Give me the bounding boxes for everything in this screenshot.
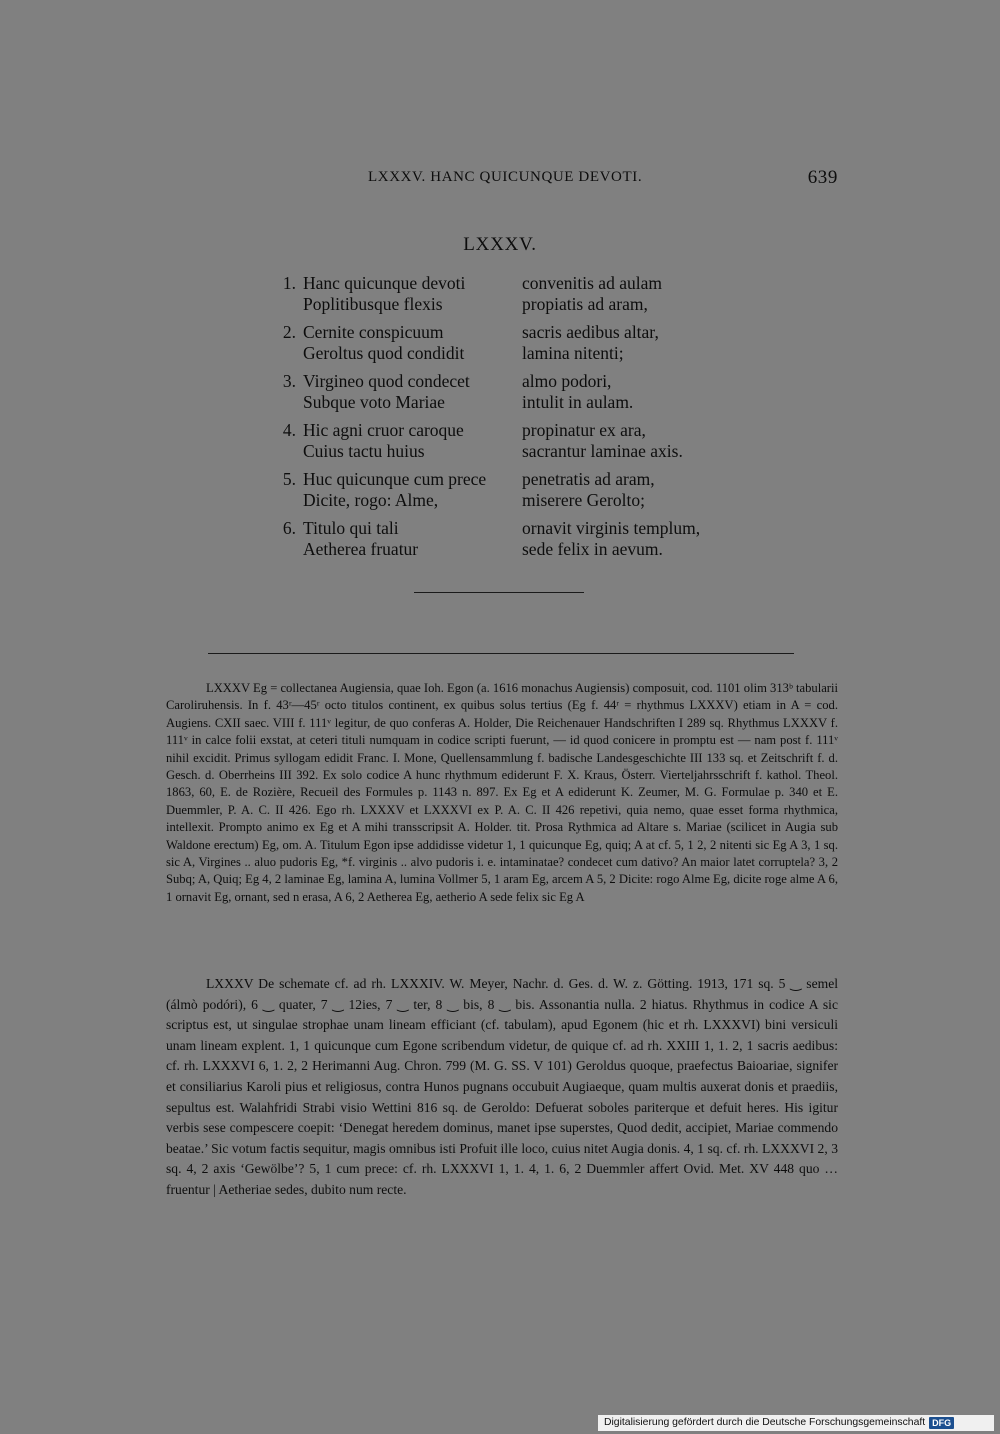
stanza [276, 371, 746, 420]
verse-line: penetratis ad aram, [522, 469, 655, 489]
poem [276, 273, 746, 567]
stanza [276, 273, 746, 322]
notes-divider [208, 653, 794, 654]
stanza [276, 518, 746, 567]
stanza-number: 5. [282, 469, 296, 489]
stanza-number: 4. [282, 420, 296, 440]
verse-line: Virgineo quod condecet [303, 371, 470, 391]
verse-line: almo podori, [522, 371, 612, 391]
verse-line: Hic agni cruor caroque [303, 420, 464, 440]
verse-line: Hanc quicunque devoti [303, 273, 466, 293]
stanza [276, 322, 746, 371]
verse-line: miserere Gerolto; [522, 490, 645, 510]
digitization-footer [598, 1415, 994, 1431]
commentary-notes: LXXXV De schemate cf. ad rh. LXXXIV. W. Meyer, Nachr. d. Ges. d. W. z. Götting. 1913, 171 sq. 5 ‿ semel (álmò podóri), 6 ‿ quater, 7 ‿ 12ies, 7 ‿ ter, 8 ‿ bis, 8 ‿ bis. Assonantia nulla. 2 hiatus. Rhythmus in codice A sic scriptus est, ut singulae strophae unam lineam efficiant (cf. tabulam), apud Egonem (hic et rh. LXXXVI) bini versiculi unam lineam explent. 1, 1 quicunque cum Egone scribendum videtur, de quique cf. ad rh. XXIII 1, 1. 2, 1 sacris aedibus: cf. rh. LXXXVI 6, 1. 2, 2 Herimanni Aug. Chron. 799 (M. G. SS. V 101) Geroldus quoque, praefectus Baioariae, signifer et consiliarius Karoli pius et religiosus, contra Hunos pugnans occubuit Augiaeque, quam multis auxerat donis et praediis, sepultus est. Walahfridi Strabi visio Wettini 816 sq. de Geroldo: Defuerat soboles pariterque et defuit heres. His igitur verbis sese compescere coepit: ‘Denegat heredem dominus, manet ipse superstes, Quod dedit, accipiet, Mariae commendo beatae.’ Sic votum factis sequitur, magis omnibus isti Profuit ille loco, cuius nitet Augia donis. 4, 1 sq. cf. rh. LXXXVI 2, 3 sq. 4, 2 axis ‘Gewölbe’? 5, 1 cum prece: cf. rh. LXXXVI 1, 1. 4, 1. 6, 2 Duemmler affert Ovid. Met. XV 448 quo … fruentur | Aetheriae sedes, dubito num recte. [166, 976, 838, 1197]
section-divider [414, 592, 584, 593]
verse-line: propiatis ad aram, [522, 294, 648, 314]
verse-line: sacris aedibus altar, [522, 322, 659, 342]
dfg-logo-icon: DFG [929, 1417, 954, 1429]
verse-line: lamina nitenti; [522, 343, 624, 363]
stanza-number: 3. [282, 371, 296, 391]
verse-line: Aetherea fruatur [303, 539, 419, 559]
verse-line: Poplitibusque flexis [303, 294, 443, 314]
page-number: 639 [807, 167, 838, 188]
verse-line: convenitis ad aulam [522, 273, 662, 293]
footer-text: Digitalisierung gefördert durch die Deutsche Forschungsgemeinschaft [604, 1417, 926, 1428]
verse-line: ornavit virginis templum, [522, 518, 701, 538]
verse-line: sede felix in aevum. [522, 539, 663, 559]
running-title: LXXXV. HANC QUICUNQUE DEVOTI. [368, 169, 643, 185]
critical-apparatus: LXXXV Eg = collectanea Augiensia, quae Ioh. Egon (a. 1616 monachus Augiensis) composuit, cod. 1101 olim 313ᵇ tabularii Caroliruhensis. In f. 43ʳ—45ʳ octo titulos continent, ex quibus solus tertius (Eg f. 44ʳ = rhythmus LXXXV) etiam in A = cod. Augiens. CXII saec. VIII f. 111ᵛ legitur, de quo conferas A. Holder, Die Reichenauer Handschriften I 289 sq. Rhythmus LXXXV f. 111ᵛ in calce folii exstat, at ceteri tituli numquam in codice scripti fuerunt, — id quod conicere in promptu est — nam post f. 111ᵛ nihil excidit. Primus syllogam edidit Franc. I. Mone, Quellensammlung f. badische Landesgeschichte III 133 sq. et Zeitschrift f. d. Gesch. d. Oberrheins III 392. Ex solo codice A hunc rhythmum ediderunt F. X. Kraus, Österr. Vierteljahrsschrift f. kathol. Theol. 1863, 60, E. de Rozière, Recueil des Formules p. 1143 n. 897. Ex Eg et A ediderunt K. Zeumer, M. G. Formulae p. 340 et E. Duemmler, P. A. C. II 426. Ego rh. LXXXV et LXXXVI ex P. A. C. II 426 repetivi, quia nemo, quae esset forma rhythmica, intellexit. Prompto animo ex Eg et A mihi transscripsit A. Holder. tit. Prosa Rythmica ad Altare s. Mariae (scilicet in Augia sub Waldone erectum) Eg, om. A. Titulum Egon ipse addidisse videtur 1, 1 quicunque Eg, quiq; A at cf. 5, 1 2, 2 nitenti sic Eg A 3, 1 sq. sic A, Virgines .. aluo pudoris Eg, *f. virginis .. alvo pudoris i. e. intaminatae? condecet cum dativo? An maior latet corruptela? 3, 2 Subq; A, Quiq; Eg 4, 2 laminae Eg, lamina A, lumina Vollmer 5, 1 aram Eg, arcem A 5, 2 Dicite: rogo Alme Eg, dicite roge alme A 6, 1 ornavit Eg, ornant, sed n erasa, A 6, 2 Aetherea Eg, aetherio A sede felix sic Eg A [166, 681, 838, 904]
stanza-number: 1. [282, 273, 296, 293]
stanza [276, 469, 746, 518]
verse-line: propinatur ex ara, [522, 420, 646, 440]
running-head [166, 165, 838, 189]
verse-line: Dicite, rogo: Alme, [303, 490, 439, 510]
stanza [276, 420, 746, 469]
poem-heading: LXXXV. [463, 234, 537, 255]
verse-line: Cernite conspicuum [303, 322, 444, 342]
verse-line: intulit in aulam. [522, 392, 634, 412]
stanza-number: 2. [282, 322, 296, 342]
verse-line: Titulo qui tali [303, 518, 399, 538]
verse-line: Subque voto Mariae [303, 392, 445, 412]
stanza-number: 6. [282, 518, 296, 538]
verse-line: Huc quicunque cum prece [303, 469, 487, 489]
verse-line: Cuius tactu huius [303, 441, 425, 461]
verse-line: Geroltus quod condidit [303, 343, 465, 363]
verse-line: sacrantur laminae axis. [522, 441, 683, 461]
